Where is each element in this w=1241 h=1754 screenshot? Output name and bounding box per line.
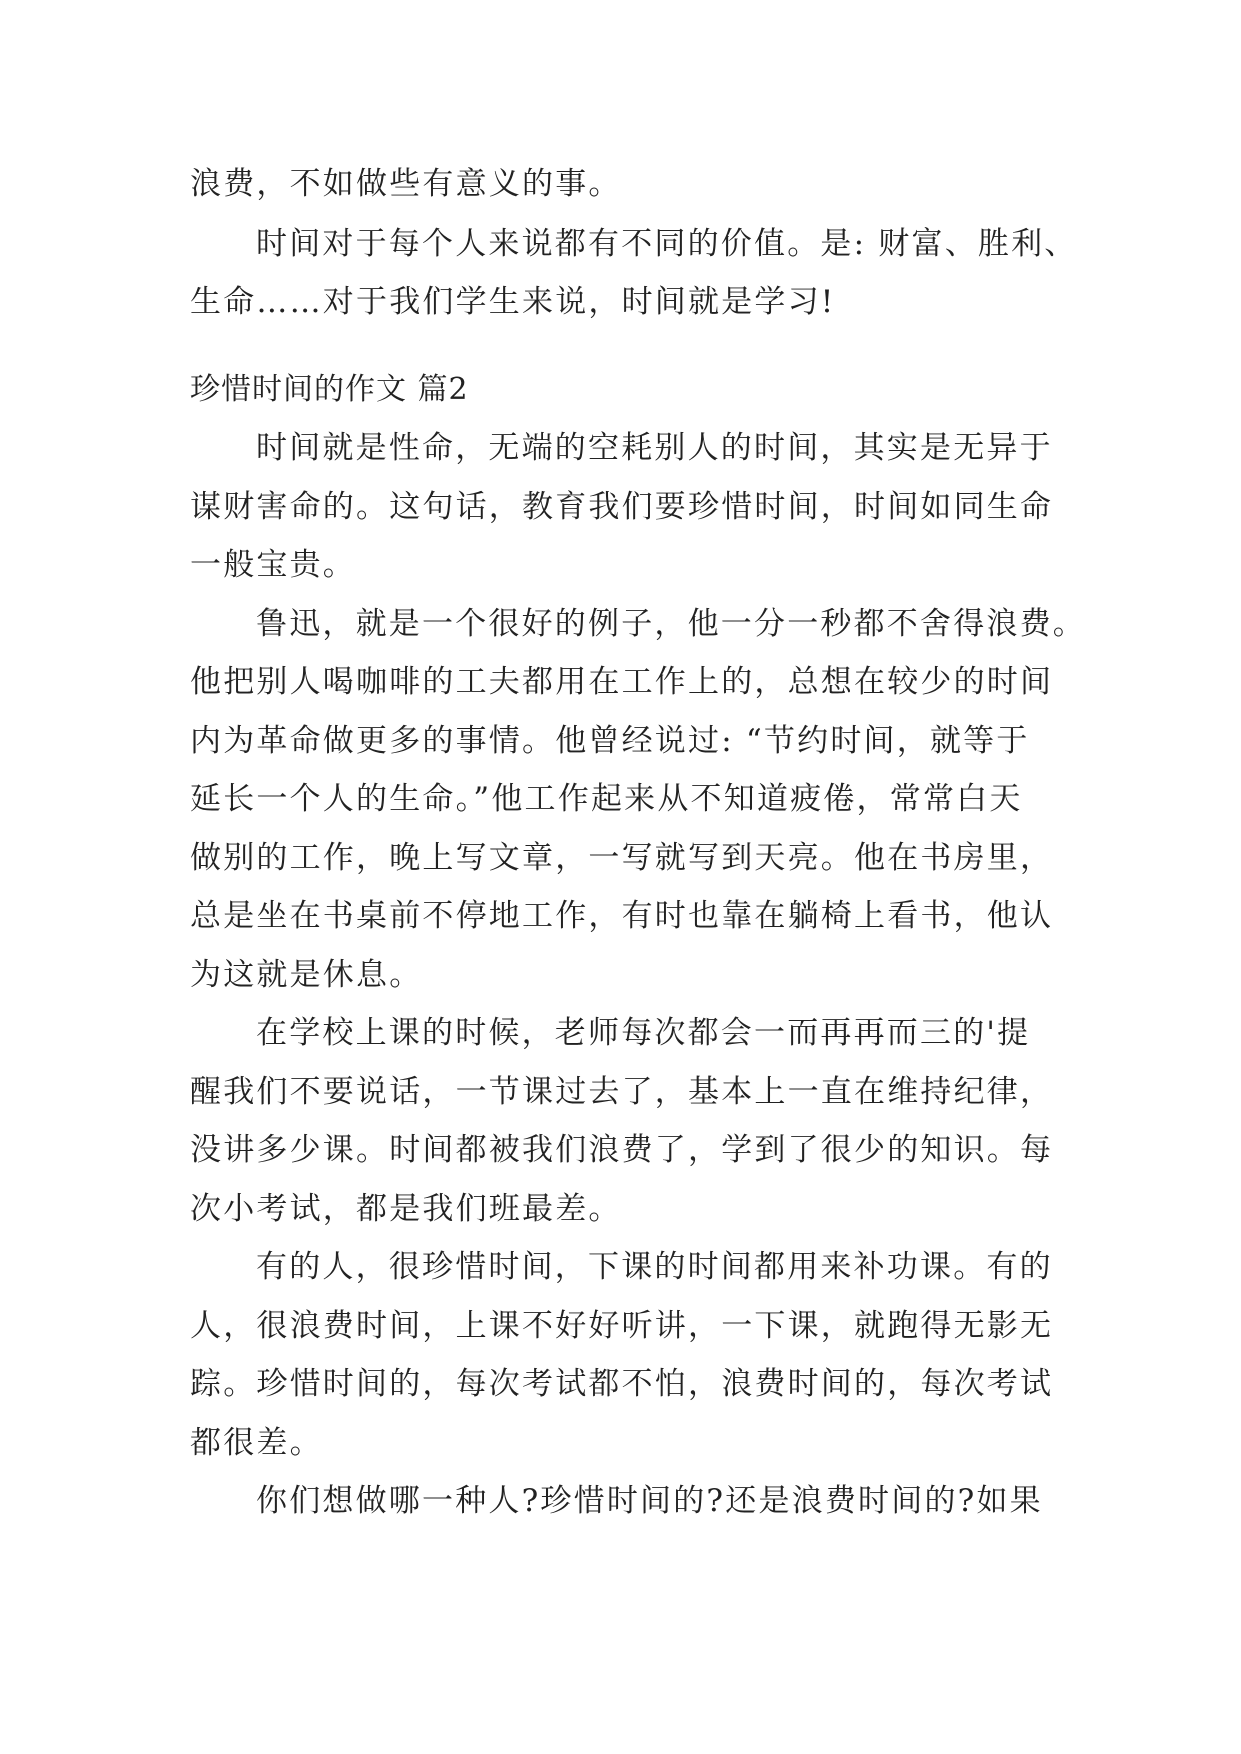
paragraph-first-line: 时间就是性命，无端的空耗别人的时间，其实是无异于: [256, 430, 1053, 466]
body-text-line: 次小考试，都是我们班最差。: [190, 1191, 622, 1227]
body-text-line: 都很差。: [190, 1425, 323, 1461]
body-text-line: 一般宝贵。: [190, 547, 356, 583]
paragraph-first-line: 时间对于每个人来说都有不同的价值。是: 财富、胜利、: [256, 226, 1078, 262]
body-text-line: 为这就是休息。: [190, 957, 423, 993]
paragraph-first-line: 你们想做哪一种人?珍惜时间的?还是浪费时间的?如果: [256, 1483, 1043, 1519]
body-text-line: 人，很浪费时间，上课不好好听讲，一下课，就跑得无影无: [190, 1308, 1054, 1344]
body-text-line: 踪。珍惜时间的，每次考试都不怕，浪费时间的，每次考试: [190, 1366, 1054, 1402]
body-text-line: 做别的工作，晚上写文章，一写就写到天亮。他在书房里，: [190, 840, 1054, 876]
body-text-line: 内为革命做更多的事情。他曾经说过: “节约时间，就等于: [190, 723, 1030, 759]
body-text-line: 醒我们不要说话，一节课过去了，基本上一直在维持纪律，: [190, 1074, 1054, 1110]
section-heading: 珍惜时间的作文 篇2: [190, 372, 469, 407]
body-text-line: 浪费，不如做些有意义的事。: [190, 166, 622, 202]
body-text-line: 延长一个人的生命。”他工作起来从不知道疲倦，常常白天: [190, 781, 1023, 817]
body-text-line: 谋财害命的。这句话，教育我们要珍惜时间，时间如同生命: [190, 489, 1054, 525]
body-text-line: 生命……对于我们学生来说，时间就是学习!: [190, 284, 836, 320]
paragraph-first-line: 鲁迅，就是一个很好的例子，他一分一秒都不舍得浪费。: [256, 606, 1086, 642]
body-text-line: 他把别人喝咖啡的工夫都用在工作上的，总想在较少的时间: [190, 664, 1054, 700]
body-text-line: 总是坐在书桌前不停地工作，有时也靠在躺椅上看书，他认: [190, 898, 1054, 934]
paragraph-first-line: 在学校上课的时候，老师每次都会一而再再而三的'提: [256, 1015, 1031, 1051]
paragraph-first-line: 有的人，很珍惜时间，下课的时间都用来补功课。有的: [256, 1249, 1053, 1285]
body-text-line: 没讲多少课。时间都被我们浪费了，学到了很少的知识。每: [190, 1132, 1054, 1168]
